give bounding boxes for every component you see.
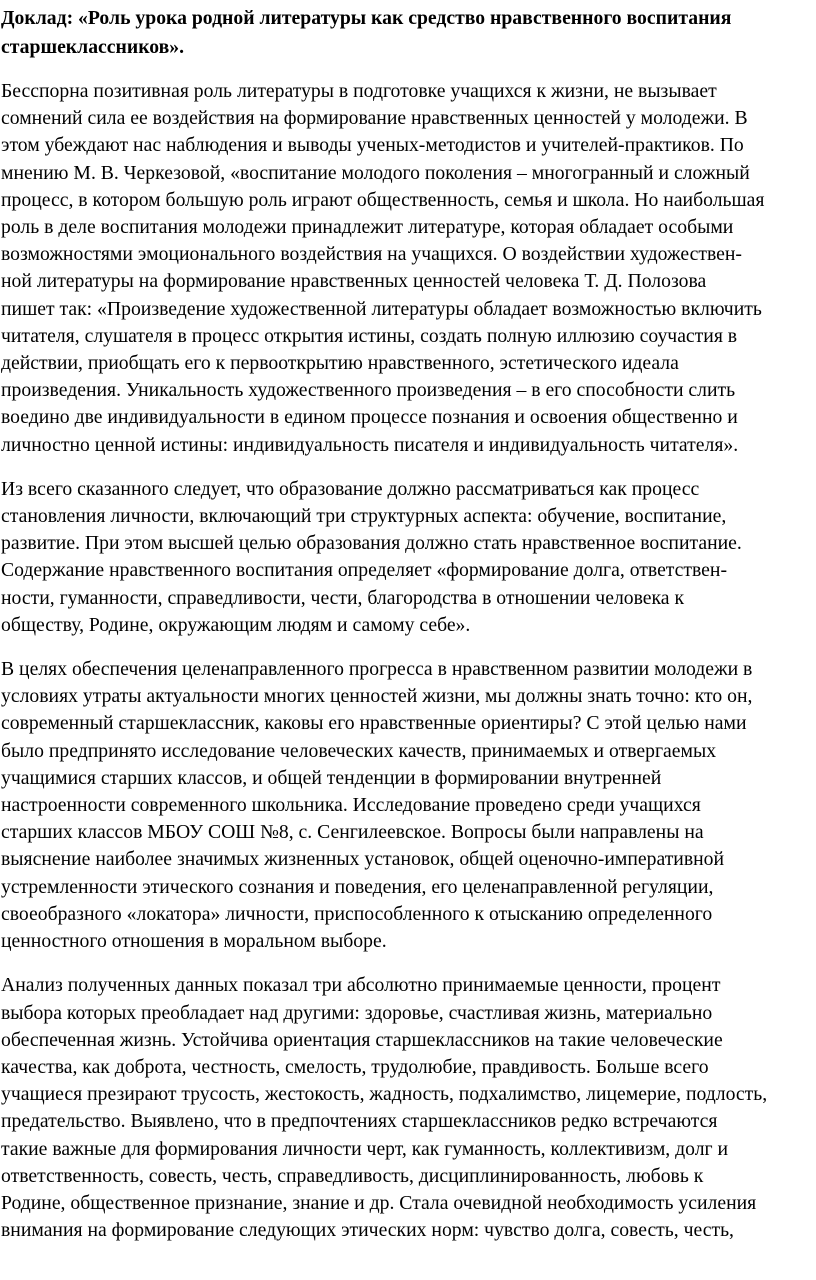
- text-line: произведения. Уникальность художественного произведения – в его способности слить: [1, 379, 736, 402]
- text-line: Содержание нравственного воспитания определяет «формирование долга, ответствен-: [1, 559, 728, 582]
- text-line: качества, как доброта, честность, смелость, трудолюбие, правдивость. Больше всего: [1, 1055, 709, 1078]
- document-title: Доклад: «Роль урока родной литературы как средство нравственного воспитания старшеклассников».: [1, 7, 732, 58]
- paragraph-3: [1, 656, 814, 955]
- text-line: Родине, общественное признание, знание и др. Стала очевидной необходимость усиления: [1, 1191, 757, 1214]
- text-line: личностно ценной истины: индивидуальность писателя и индивидуальность читателя».: [1, 433, 739, 456]
- text-line: обществу, Родине, окружающим людям и самому себе».: [1, 613, 471, 636]
- paragraph-4: [1, 972, 814, 1244]
- text-line: становления личности, включающий три структурных аспекта: обучение, воспитание,: [1, 505, 727, 528]
- text-line: воедино две индивидуальности в едином процессе познания и освоения общественно и: [1, 406, 738, 429]
- text-line: настроенности современного школьника. Исследование проведено среди учащихся: [1, 794, 701, 817]
- text-line: Анализ полученных данных показал три абсолютно принимаемые ценности, процент: [1, 974, 721, 997]
- text-line: Бесспорна позитивная роль литературы в подготовке учащихся к жизни, не вызывает: [1, 80, 717, 102]
- text-line: процесс, в котором большую роль играют общественность, семья и школа. Но наибольшая: [1, 188, 765, 211]
- text-line: роль в деле воспитания молодежи принадлежит литературе, которая обладает особыми: [1, 216, 734, 239]
- text-line: действии, приобщать его к первооткрытию нравственного, эстетического идеала: [1, 352, 679, 375]
- text-line: устремленности этического сознания и поведения, его целенаправленной регуляции,: [1, 875, 714, 898]
- text-line: обеспеченная жизнь. Устойчива ориентация старшеклассников на такие человеческие: [1, 1028, 723, 1051]
- text-line: В целях обеспечения целенаправленного прогресса в нравственном развитии молодежи в: [1, 658, 753, 681]
- text-line: этом убеждают нас наблюдения и выводы ученых-методистов и учителей-практиков. По: [1, 134, 744, 157]
- text-line: возможностями эмоционального воздействия на учащихся. О воздействии художествен-: [1, 243, 742, 266]
- text-line: ответственность, совесть, честь, справедливость, дисциплинированность, любовь к: [1, 1164, 704, 1187]
- text-line: своеобразного «локатора» личности, приспособленного к отысканию определенного: [1, 902, 713, 925]
- text-line: ности, гуманности, справедливости, чести, благородства в отношении человека к: [1, 586, 685, 609]
- text-line: учащиеся презирают трусость, жестокость, жадность, подхалимство, лицемерие, подлость,: [1, 1083, 768, 1106]
- text-line: предательство. Выявлено, что в предпочтениях старшеклассников редко встречаются: [1, 1110, 718, 1133]
- text-line: читателя, слушателя в процесс открытия истины, создать полную иллюзию соучастия в: [1, 324, 738, 347]
- text-line: сомнений сила ее воздействия на формирование нравственных ценностей у молодежи. В: [1, 107, 748, 130]
- text-line: мнению М. В. Черкезовой, «воспитание молодого поколения – многогранный и сложный: [1, 161, 750, 184]
- paragraph-2: [1, 476, 814, 639]
- text-line: развитие. При этом высшей целью образования должно стать нравственное воспитание.: [1, 532, 742, 555]
- text-line: выяснение наиболее значимых жизненных установок, общей оценочно-императивной: [1, 848, 725, 871]
- text-line: такие важные для формирования личности черт, как гуманность, коллективизм, долг и: [1, 1137, 729, 1160]
- text-line: было предпринято исследование человеческих качеств, принимаемых и отвергаемых: [1, 739, 717, 762]
- text-line: старших классов МБОУ СОШ №8, с. Сенгилеевское. Вопросы были направлены на: [1, 821, 704, 844]
- text-line: внимания на формирование следующих этических норм: чувство долга, совесть, честь,: [1, 1219, 734, 1242]
- text-line: выбора которых преобладает над другими: здоровье, счастливая жизнь, материально: [1, 1001, 713, 1024]
- text-line: учащимися старших классов, и общей тенденции в формировании внутренней: [1, 766, 662, 789]
- text-line: современный старшеклассник, каковы его нравственные ориентиры? С этой целью нами: [1, 712, 747, 735]
- text-line: условиях утраты актуальности многих ценностей жизни, мы должны знать точно: кто он,: [1, 685, 753, 708]
- text-line: пишет так: «Произведение художественной литературы обладает возможностью включить: [1, 297, 762, 320]
- text-line: ценностного отношения в моральном выборе.: [1, 930, 387, 953]
- text-line: ной литературы на формирование нравственных ценностей человека Т. Д. Полозова: [1, 270, 707, 293]
- paragraph-1: [1, 78, 814, 459]
- text-line: Из всего сказанного следует, что образование должно рассматриваться как процесс: [1, 477, 700, 500]
